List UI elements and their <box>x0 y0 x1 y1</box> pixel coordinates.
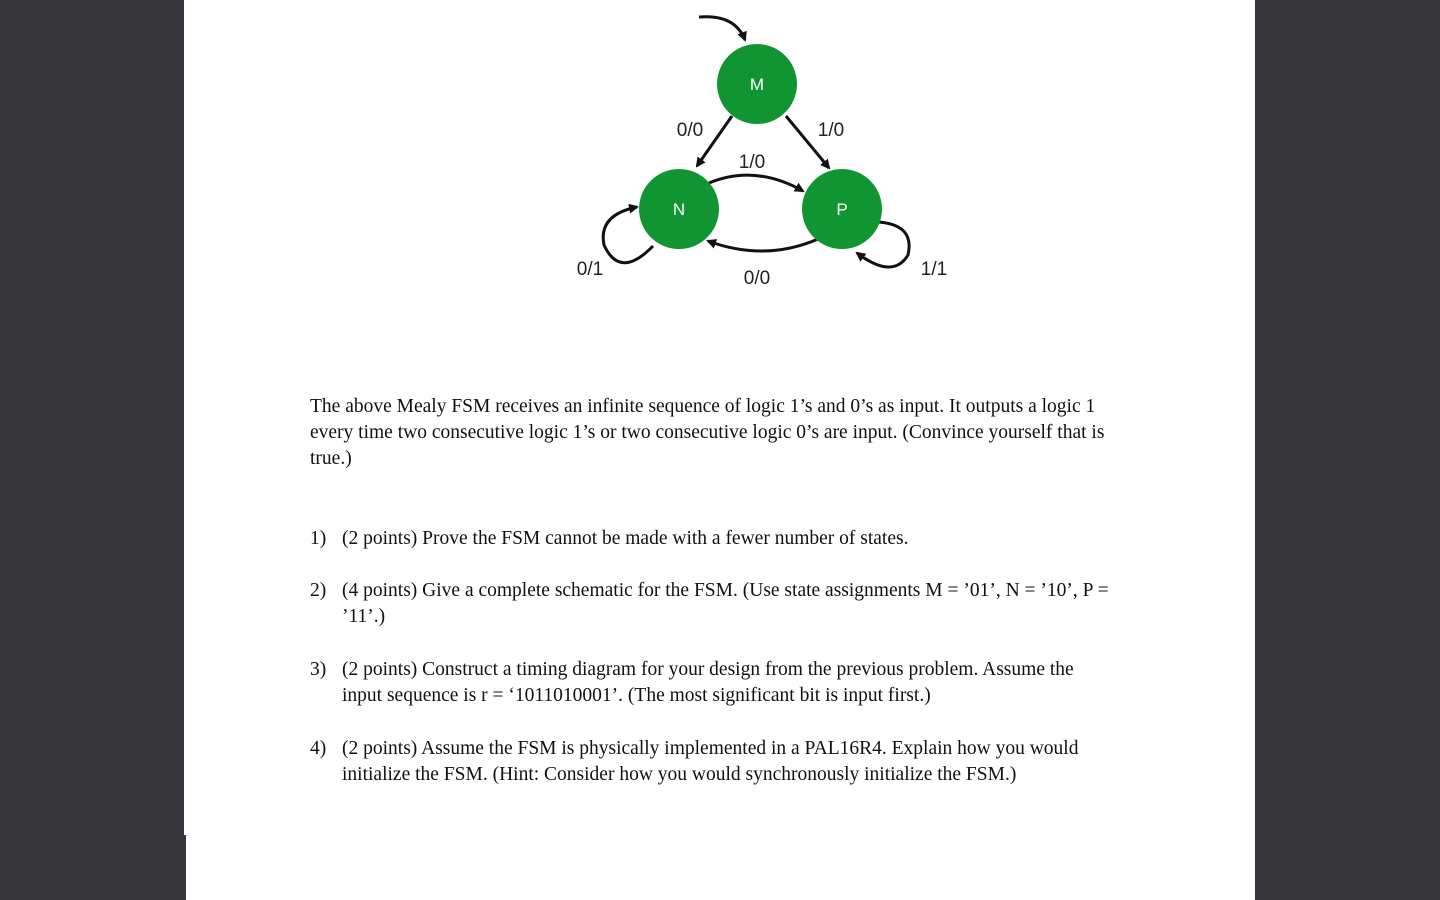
question-3 <box>310 657 1110 709</box>
question-text: (2 points) Assume the FSM is physically implemented in a PAL16R4. Explain how you would initialize the FSM. (Hint: Consider how you would synchronously initialize the FSM.) <box>342 738 1079 785</box>
question-1 <box>310 526 1110 552</box>
question-4 <box>310 736 1110 788</box>
edge-n-p <box>709 175 803 191</box>
label-m-n: 0/0 <box>676 120 704 141</box>
question-text: (4 points) Give a complete schematic for the FSM. (Use state assignments M = ’01’, N = ’10’, P = ’11’.) <box>342 580 1109 627</box>
question-number: 3) <box>310 659 327 680</box>
question-number: 4) <box>310 738 327 759</box>
edge-p-n <box>708 239 818 251</box>
background-edge <box>184 835 186 900</box>
state-m-label: M <box>749 75 765 94</box>
question-number: 2) <box>310 580 327 601</box>
label-m-p: 1/0 <box>817 120 845 141</box>
label-p-self: 1/1 <box>920 259 948 280</box>
label-n-p: 1/0 <box>738 152 766 173</box>
intro-paragraph: The above Mealy FSM receives an infinite sequence of logic 1’s and 0’s as input. It outputs a logic 1 every time two consecutive logic 1’s or two consecutive logic 0’s are input. (Convince yourself that is true.) <box>310 396 1105 469</box>
label-p-n: 0/0 <box>743 268 771 289</box>
fsm-diagram <box>0 0 1440 320</box>
question-number: 1) <box>310 528 327 549</box>
state-n-label: N <box>672 200 686 219</box>
question-text: (2 points) Prove the FSM cannot be made with a fewer number of states. <box>342 528 909 549</box>
question-text: (2 points) Construct a timing diagram for your design from the previous problem. Assume the input sequence is r = ‘1011010001’. (The most significant bit is input first.) <box>342 659 1074 706</box>
state-p-label: P <box>836 200 848 219</box>
start-arrow <box>699 17 745 40</box>
question-2 <box>310 578 1110 630</box>
label-n-self: 0/1 <box>576 259 604 280</box>
